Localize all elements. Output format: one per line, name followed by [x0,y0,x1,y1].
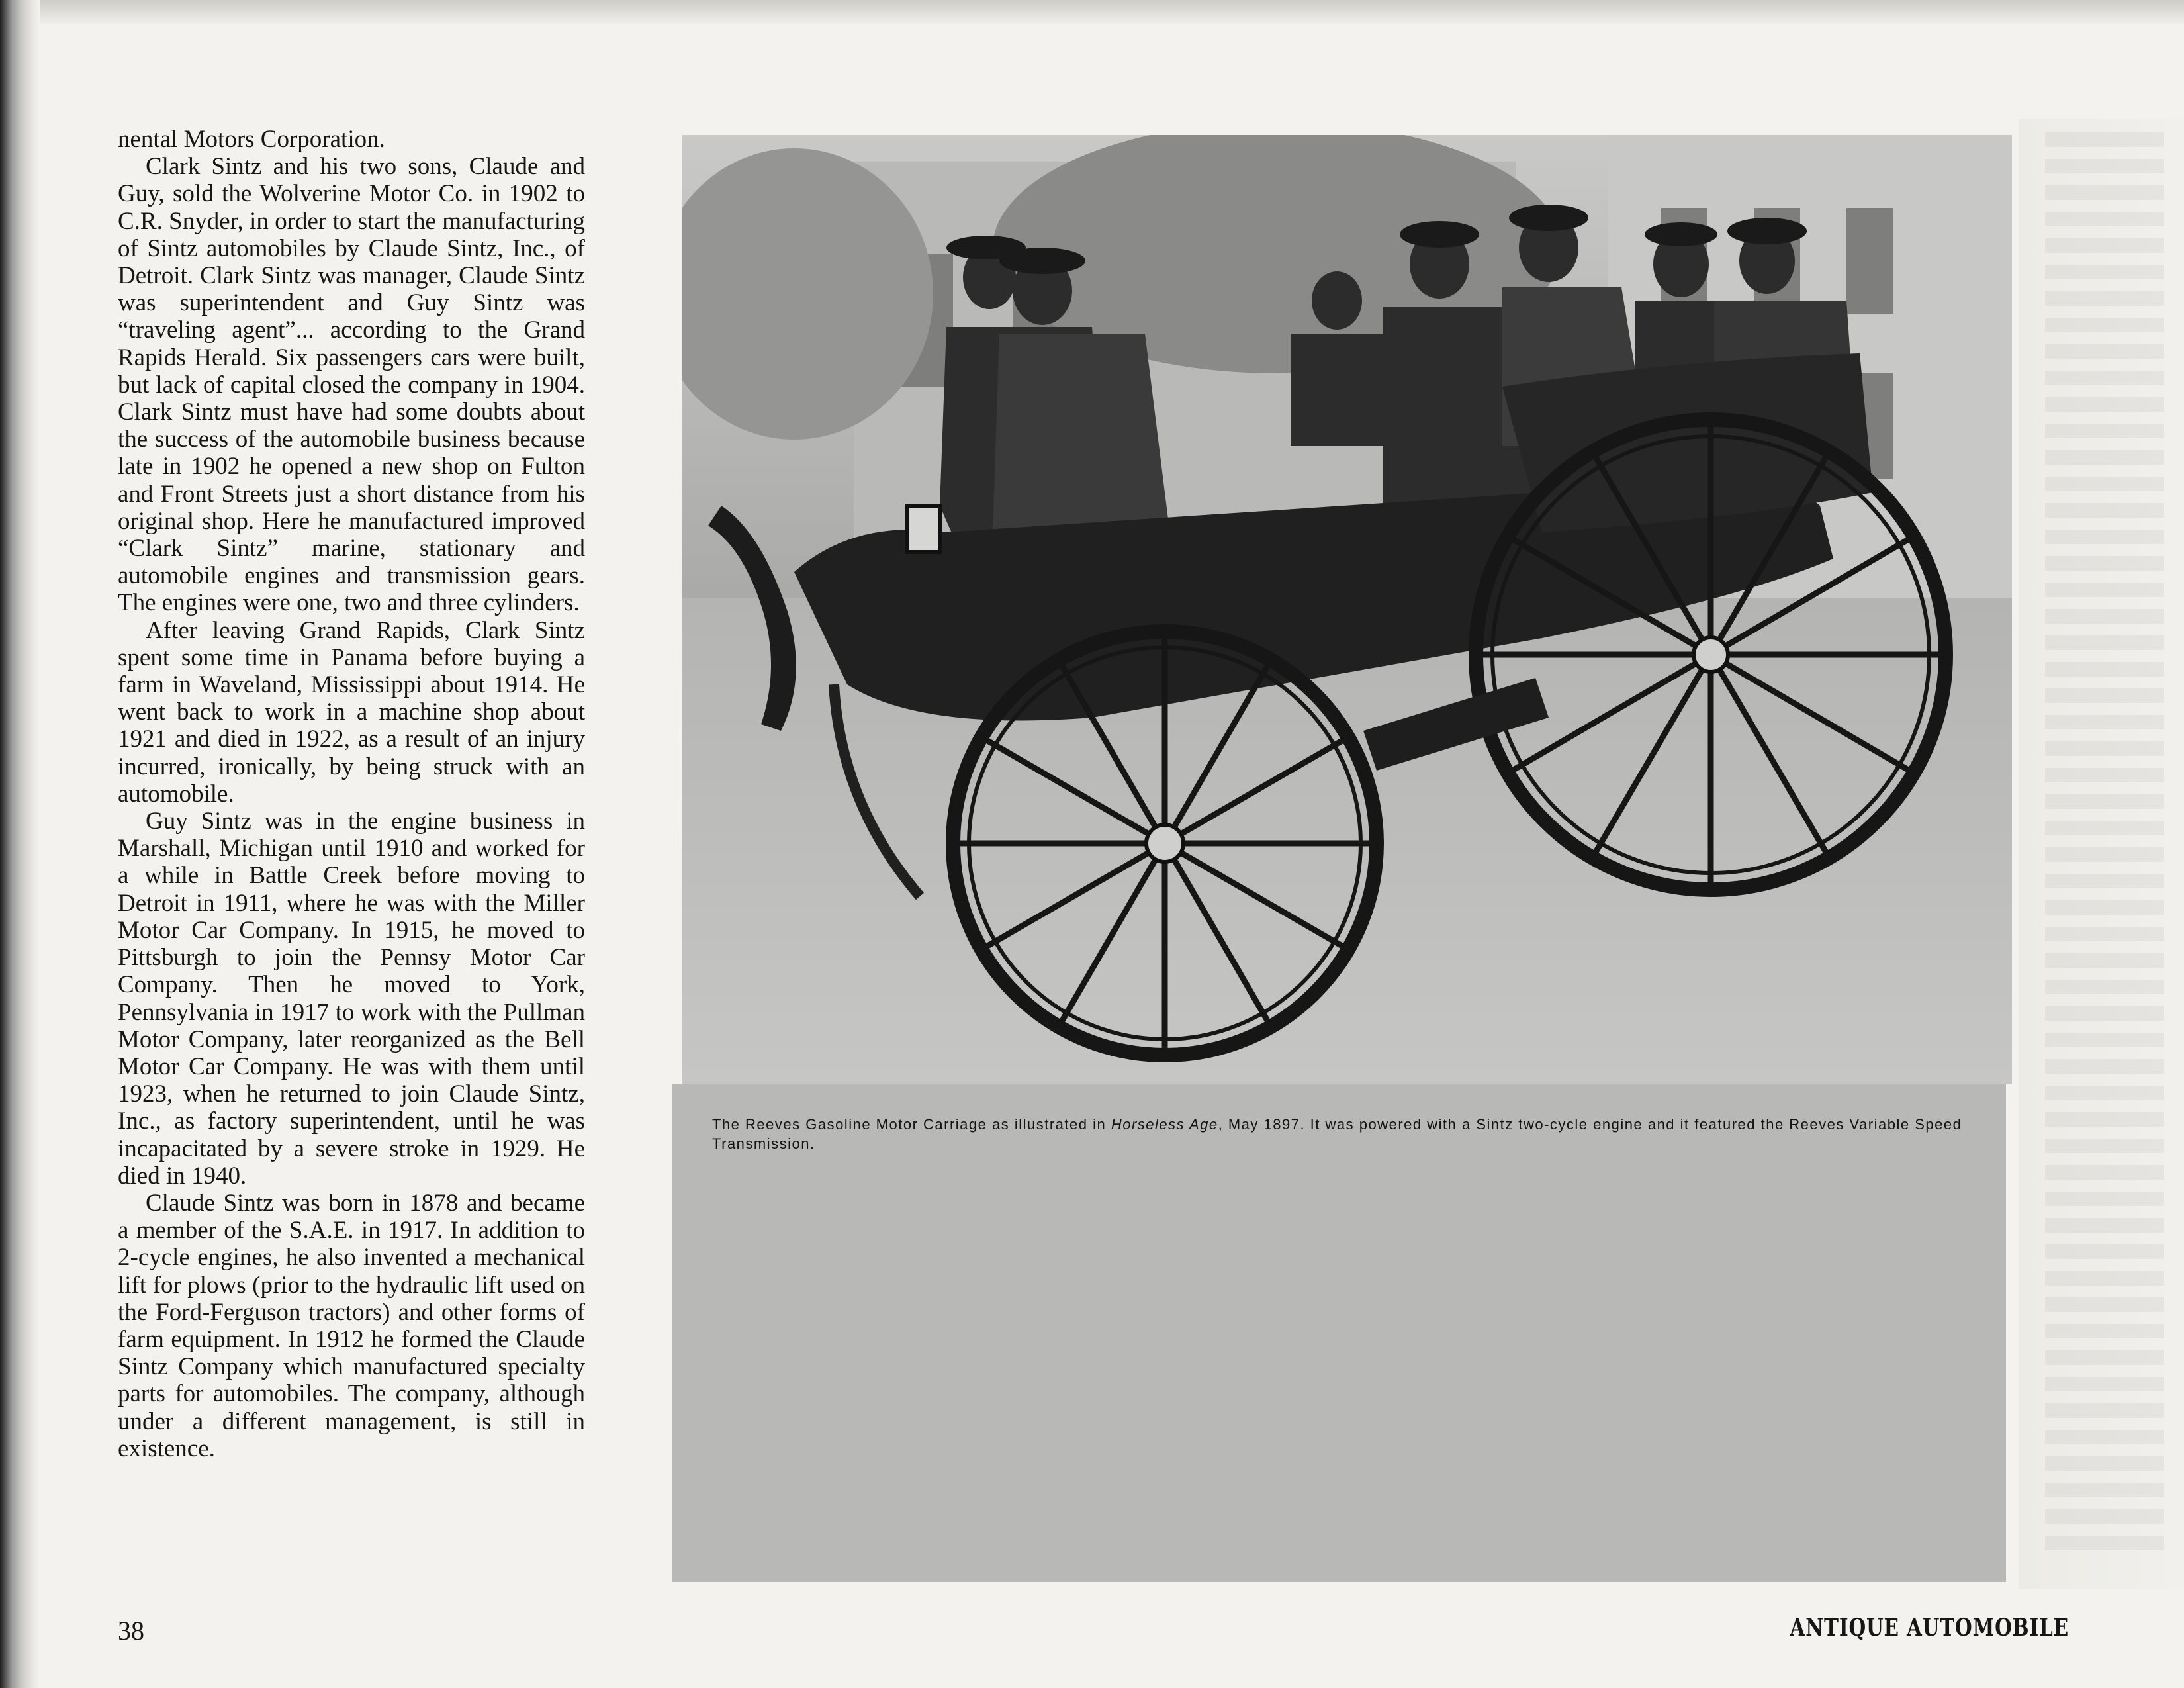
motor-carriage-photo [682,135,2012,1084]
adjacent-page-text-ghost [2045,132,2164,1556]
motor-carriage-illustration [682,135,2012,1084]
magazine-masthead: ANTIQUE AUTOMOBILE [1790,1614,2069,1642]
caption-text-end: , May 1897. It was powered with a Sintz two-cycle engine and it featured the Reeves Variable Speed Transmission. [712,1116,1962,1152]
photo-caption [712,1115,1970,1153]
caption-panel [672,1084,2006,1582]
page-number: 38 [118,1616,144,1646]
article-paragraph: Clark Sintz and his two sons, Claude and Guy, sold the Wolverine Motor Co. in 1902 to C.R. Snyder, in order to start the manufacturing of Sintz automobiles by Claude Sintz, Inc., of Detroit. Clark Sintz was manager, Claude Sintz was superintendent and Guy Sintz was “traveling agent”... according to the Grand Rapids Herald. Six passengers cars were built, but lack of capital closed the company in 1904. Clark Sintz must have had some doubts about the success of the automobile business because late in 1902 he opened a new shop on Fulton and Front Streets just a short distance from his original shop. Here he manufactured improved “Clark Sintz” marine, stationary and automobile engines and transmission gears. The engines were one, two and three cylinders. [118,153,585,617]
article-paragraph: After leaving Grand Rapids, Clark Sintz spent some time in Panama before buying a farm in Waveland, Mississippi about 1914. He went back to work in a machine shop about 1921 and died in 1922, as a result of an injury incurred, ironically, by being struck with an automobile. [118,616,585,808]
page-top-shadow [0,0,2184,26]
caption-text-start: The Reeves Gasoline Motor Carriage as illustrated in [712,1116,1111,1133]
article-text-column [118,126,585,1462]
book-spine-shadow [0,0,40,1688]
article-paragraph: Guy Sintz was in the engine business in Marshall, Michigan until 1910 and worked for a while in Battle Creek before moving to Detroit in 1911, where he was with the Miller Motor Car Company. In 1915, he moved to Pittsburgh to join the Pennsy Motor Car Company. Then he moved to York, Pennsylvania in 1917 to work with the Pullman Motor Company, later reorganized as the Bell Motor Car Company. He was with them until 1923, when he returned to join Claude Sintz, Inc., as factory superintendent, until he was incapacitated by a severe stroke in 1929. He died in 1940. [118,808,585,1190]
caption-publication-title: Horseless Age [1111,1116,1218,1133]
article-paragraph: Claude Sintz was born in 1878 and became a member of the S.A.E. in 1917. In addition to 2-cycle engines, he also invented a mechanical lift for plows (prior to the hydraulic lift used on the Ford-Ferguson tractors) and other forms of farm equipment. In 1912 he formed the Claude Sintz Company which manufactured specialty parts for automobiles. The company, although under a different management, is still in existence. [118,1189,585,1462]
article-paragraph: nental Motors Corporation. [118,126,385,153]
adjacent-page-edge [2019,119,2184,1589]
